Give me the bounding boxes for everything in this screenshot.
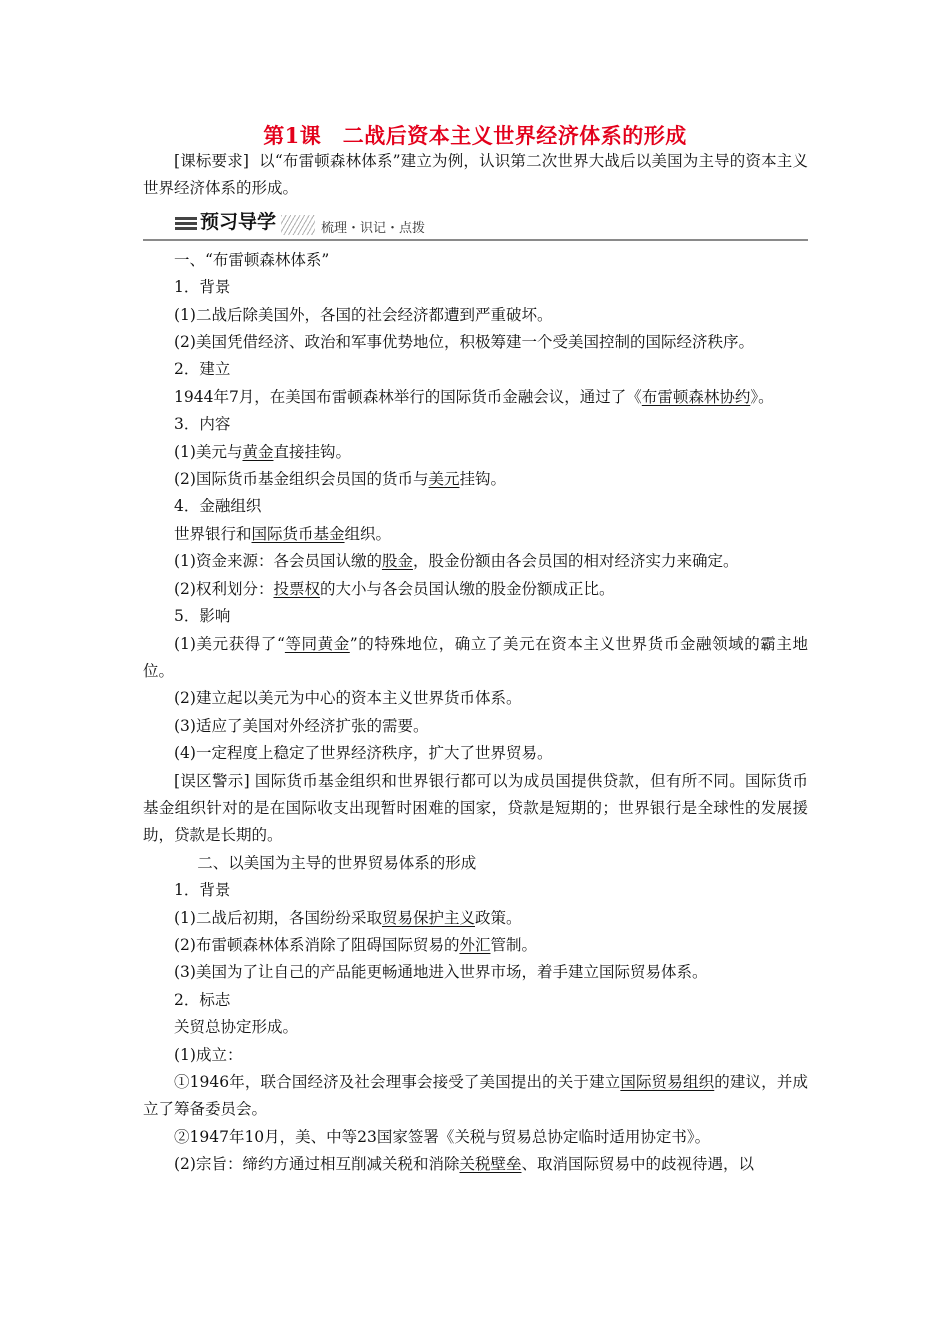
warning-tag: [误区警示] bbox=[174, 771, 250, 790]
s1-impact-p2: (2)建立起以美元为中心的资本主义世界货币体系。 bbox=[174, 689, 522, 708]
underlined-answer: 黄金 bbox=[242, 442, 274, 461]
underlined-answer: 股金 bbox=[381, 552, 413, 571]
text-span: 直接挂钩。 bbox=[273, 442, 351, 461]
section-header-subtitle: 梳理・识记・点拨 bbox=[321, 220, 426, 236]
requirement-tag: [课标要求] bbox=[174, 152, 249, 170]
s2-sign-c1 bbox=[143, 1069, 808, 1124]
text-span: (1)美元与 bbox=[174, 442, 243, 461]
s2-bg-p1 bbox=[143, 905, 808, 932]
text-span: 管制。 bbox=[490, 935, 537, 954]
text-span: (1)资金来源：各会员国认缴的 bbox=[174, 552, 382, 571]
s1-org-heading: 4．金融组织 bbox=[174, 497, 262, 516]
misconception-warning bbox=[143, 768, 808, 850]
underlined-answer: 外汇 bbox=[459, 935, 491, 954]
underlined-answer: 等同黄金 bbox=[284, 634, 350, 653]
s1-bg-p2: (2)美国凭借经济、政治和军事优势地位，积极筹建一个受美国控制的国际经济秩序。 bbox=[174, 333, 754, 352]
text-span: (1)美元获得了“ bbox=[174, 634, 285, 653]
s2-sign-p2 bbox=[143, 1151, 808, 1178]
s1-org-p2 bbox=[143, 576, 808, 603]
document-body bbox=[143, 148, 808, 1179]
s1-impact-p1 bbox=[143, 631, 808, 686]
text-span: (1)二战后初期，各国纷纷采取 bbox=[174, 908, 382, 927]
text-span: ①1946年，联合国经济及社会理事会接受了美国提出的关于建立 bbox=[174, 1073, 621, 1091]
text-span: 1944年7月，在美国布雷顿森林举行的国际货币金融会议，通过了《 bbox=[174, 387, 642, 406]
s1-impact-p4: (4)一定程度上稳定了世界经济秩序，扩大了世界贸易。 bbox=[174, 744, 553, 763]
s1-impact-p3: (3)适应了美国对外经济扩张的需要。 bbox=[174, 716, 429, 735]
s2-sign-heading: 2．标志 bbox=[174, 990, 231, 1009]
underlined-answer: 布雷顿森林协约 bbox=[641, 387, 751, 406]
s1-impact-heading: 5．影响 bbox=[174, 607, 231, 626]
text-span: 世界银行和 bbox=[174, 524, 252, 543]
s2-bg-heading: 1．背景 bbox=[174, 881, 231, 900]
text-span: 政策。 bbox=[474, 908, 522, 927]
requirement-text: 以“布雷顿森林体系”建立为例，认识第二次世界大战后以美国为主导的资本主义世界经济体系的形成。 bbox=[143, 152, 808, 198]
underlined-answer: 关税壁垒 bbox=[459, 1155, 522, 1174]
text-span: 的大小与各会员国认缴的股金份额成正比。 bbox=[319, 579, 615, 598]
text-span: (2)布雷顿森林体系消除了阻碍国际贸易的 bbox=[174, 935, 460, 954]
s1-org-p1 bbox=[143, 548, 808, 575]
text-span: (2)国际货币基金组织会员国的货币与 bbox=[174, 470, 429, 489]
text-span: (2)权利划分： bbox=[174, 579, 274, 598]
text-span: ，股金份额由各会员国的相对经济实力来确定。 bbox=[412, 552, 739, 571]
section-1-heading: 一、“布雷顿森林体系” bbox=[174, 250, 330, 269]
underlined-answer: 国际货币基金 bbox=[251, 524, 345, 543]
underlined-answer: 国际贸易组织 bbox=[620, 1073, 715, 1091]
section-header-title: 预习导学 bbox=[200, 210, 277, 233]
lesson-title: 第1课 二战后资本主义世界经济体系的形成 bbox=[263, 123, 687, 148]
underlined-answer: 贸易保护主义 bbox=[381, 908, 475, 927]
section-2-heading: 二、以美国为主导的世界贸易体系的形成 bbox=[197, 853, 477, 872]
text-span: 组织。 bbox=[344, 524, 392, 543]
s1-bg-p1: (1)二战后除美国外，各国的社会经济都遭到严重破坏。 bbox=[174, 305, 553, 324]
hatch-decoration bbox=[281, 215, 315, 235]
stripes-icon bbox=[175, 217, 197, 233]
text-span: 》。 bbox=[750, 387, 774, 406]
s1-est-p bbox=[143, 384, 808, 411]
s1-content-p2 bbox=[143, 466, 808, 493]
warning-text: 国际货币基金组织和世界银行都可以为成员国提供贷款，但有所不同。国际货币基金组织针对的是在国际收支出现暂时困难的国家，贷款是短期的；世界银行是全球性的发展援助，贷款是长期的。 bbox=[143, 771, 808, 845]
section-header bbox=[143, 209, 808, 241]
s2-sign-p0: 关贸总协定形成。 bbox=[174, 1018, 299, 1037]
s1-content-p1 bbox=[143, 439, 808, 466]
underlined-answer: 投票权 bbox=[273, 579, 320, 598]
text-span: (2)宗旨：缔约方通过相互削减关税和消除 bbox=[174, 1155, 460, 1174]
text-span: ”的特殊地位，确立了美元在资本主义世界货币金融领域的霸主地位。 bbox=[143, 634, 808, 680]
text-span: 的建议，并成立了筹备委员会。 bbox=[143, 1073, 808, 1119]
s1-content-heading: 3．内容 bbox=[174, 415, 231, 434]
s1-org-p0 bbox=[143, 521, 808, 548]
text-span: 、取消国际贸易中的歧视待遇，以 bbox=[521, 1155, 754, 1174]
s2-bg-p2 bbox=[143, 932, 808, 959]
s1-bg-heading: 1．背景 bbox=[174, 278, 231, 297]
s1-est-heading: 2．建立 bbox=[174, 360, 231, 379]
curriculum-requirement bbox=[143, 148, 808, 203]
s2-bg-p3: (3)美国为了让自己的产品能更畅通地进入世界市场，着手建立国际贸易体系。 bbox=[174, 963, 708, 982]
text-span: 挂钩。 bbox=[459, 470, 506, 489]
s2-sign-c2: ②1947年10月，美、中等23国家签署《关税与贸易总协定临时适用协定书》。 bbox=[174, 1127, 711, 1146]
s2-sign-p1: (1)成立： bbox=[174, 1045, 243, 1064]
underlined-answer: 美元 bbox=[428, 470, 460, 489]
